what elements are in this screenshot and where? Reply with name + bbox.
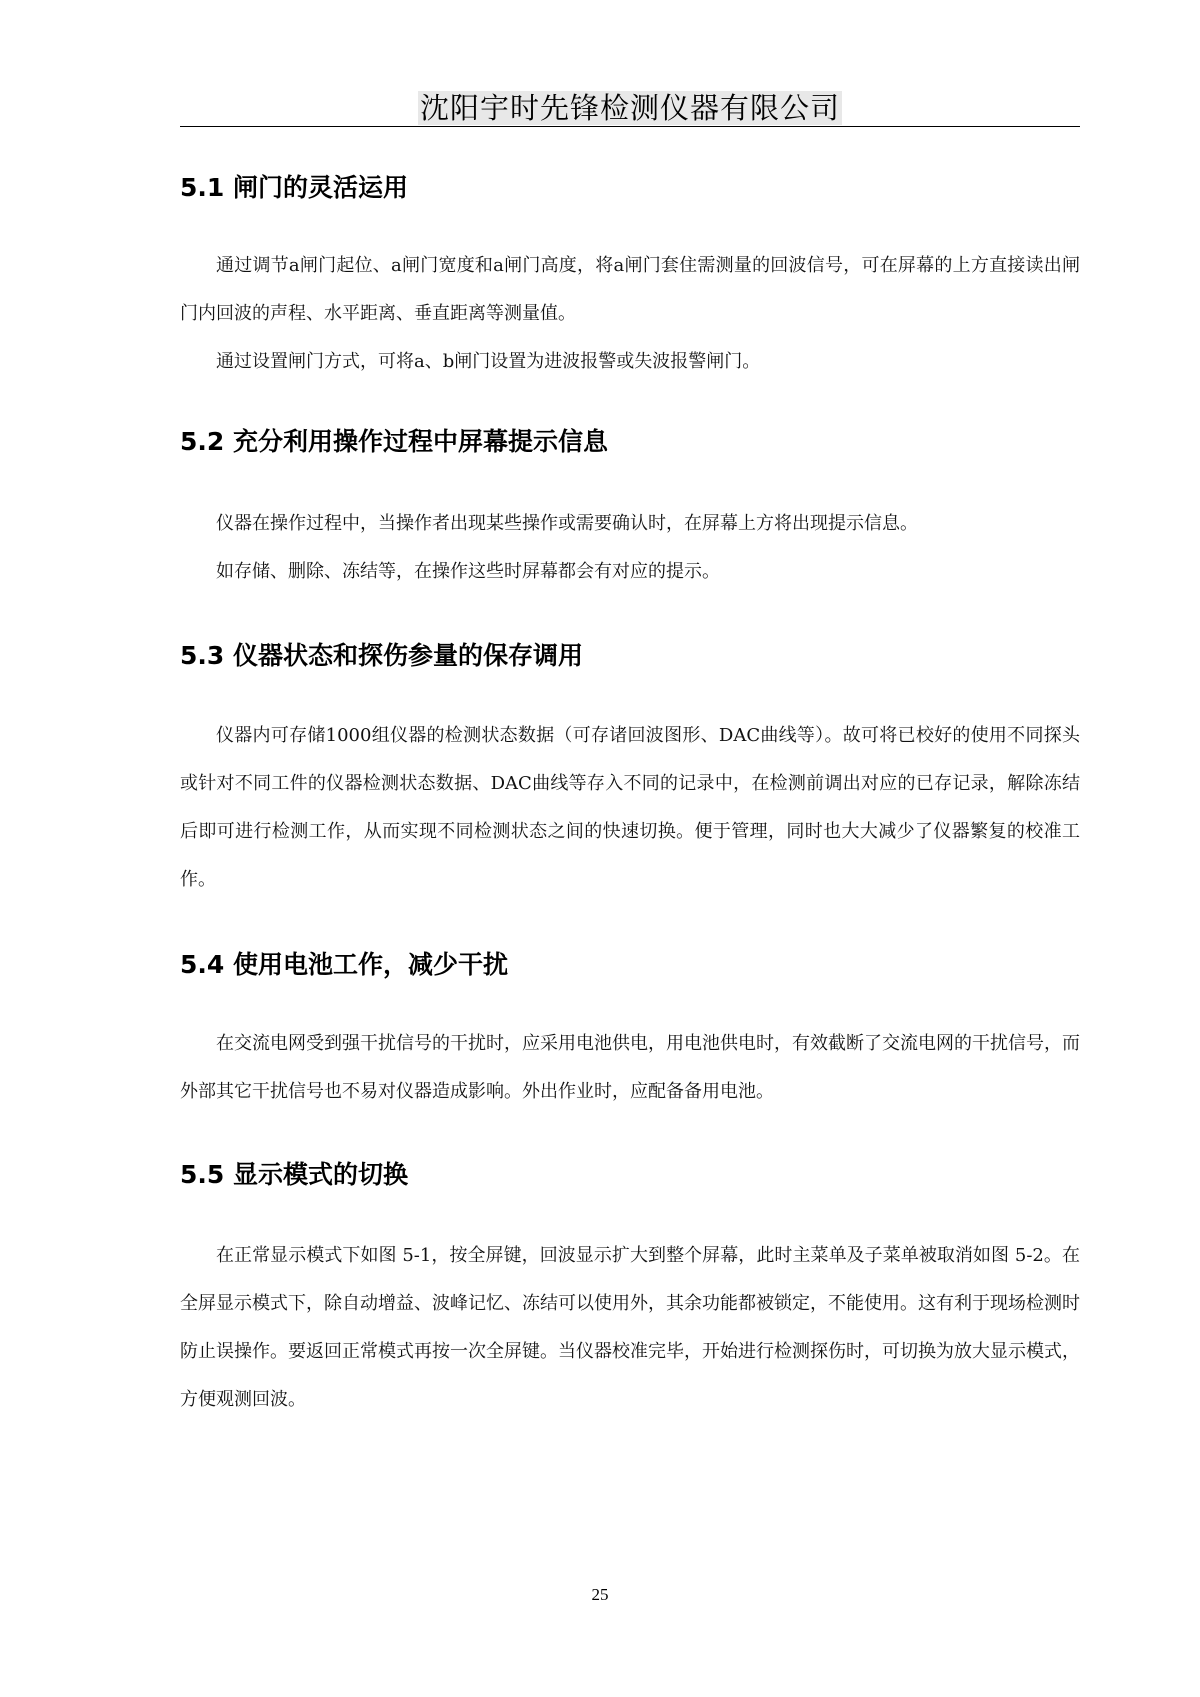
page-number: 25 xyxy=(591,1585,609,1604)
paragraph: 如存储、删除、冻结等，在操作这些时屏幕都会有对应的提示。 xyxy=(216,561,720,582)
paragraph: 仪器内可存储1000组仪器的检测状态数据（可存诸回波图形、DAC曲线等）。故可将已校好的使用不同探头或针对不同工件的仪器检测状态数据、DAC曲线等存入不同的记录中，在检测前调出对应的已存记录，解除冻结后即可进行检测工作，从而实现不同检测状态之间的快速切换。便于管理，同时也大大减少了仪器繁复的校准工作。 xyxy=(180,725,1080,890)
section-body-5-2 xyxy=(180,500,1080,596)
section-heading-5-1: 5.1 闸门的灵活运用 xyxy=(180,173,408,202)
section-body-5-5 xyxy=(180,1232,1080,1424)
company-name: 沈阳宇时先锋检测仪器有限公司 xyxy=(419,91,840,125)
section-body-5-1 xyxy=(180,242,1080,386)
section-heading-5-3: 5.3 仪器状态和探伤参量的保存调用 xyxy=(180,641,583,670)
paragraph: 通过调节a闸门起位、a闸门宽度和a闸门高度，将a闸门套住需测量的回波信号，可在屏幕的上方直接读出闸门内回波的声程、水平距离、垂直距离等测量值。 xyxy=(180,255,1080,324)
section-body-5-4 xyxy=(180,1020,1080,1116)
section-heading-5-4: 5.4 使用电池工作，减少干扰 xyxy=(180,950,508,979)
paragraph: 在交流电网受到强干扰信号的干扰时，应采用电池供电，用电池供电时，有效截断了交流电网的干扰信号，而外部其它干扰信号也不易对仪器造成影响。外出作业时，应配备备用电池。 xyxy=(180,1033,1080,1102)
paragraph: 通过设置闸门方式，可将a、b闸门设置为进波报警或失波报警闸门。 xyxy=(216,351,761,372)
header-divider xyxy=(180,126,1080,127)
section-heading-5-2: 5.2 充分利用操作过程中屏幕提示信息 xyxy=(180,427,608,456)
section-body-5-3 xyxy=(180,712,1080,904)
document-header xyxy=(180,86,1080,127)
paragraph: 在正常显示模式下如图 5-1，按全屏键，回波显示扩大到整个屏幕，此时主菜单及子菜单被取消如图 5-2。在全屏显示模式下，除自动增益、波峰记忆、冻结可以使用外，其余功能都被锁定，不能使用。这有利于现场检测时防止误操作。要返回正常模式再按一次全屏键。当仪器校准完毕，开始进行检测探伤时，可切换为放大显示模式，方便观测回波。 xyxy=(180,1245,1080,1410)
paragraph: 仪器在操作过程中，当操作者出现某些操作或需要确认时，在屏幕上方将出现提示信息。 xyxy=(216,513,918,534)
section-heading-5-5: 5.5 显示模式的切换 xyxy=(180,1160,408,1189)
